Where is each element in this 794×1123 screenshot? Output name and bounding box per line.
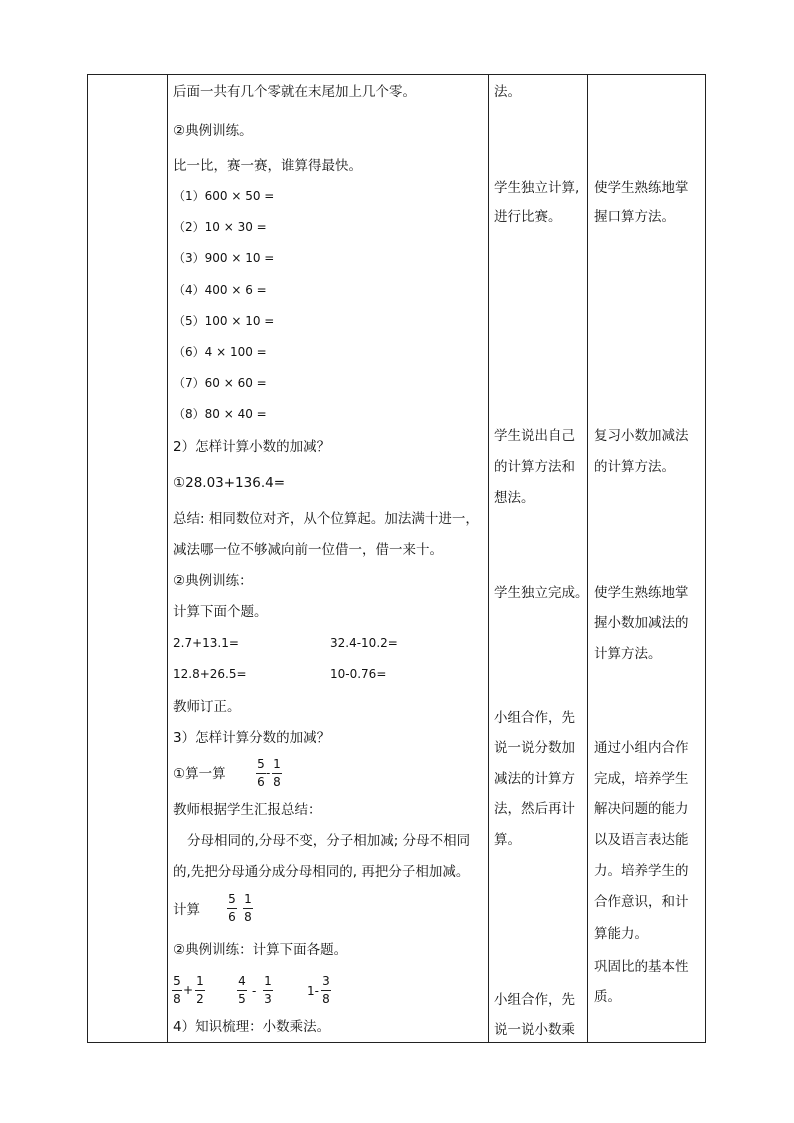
fraction-denominator: 2	[196, 992, 204, 1006]
fraction-bar	[243, 908, 253, 909]
fraction-denominator: 8	[273, 775, 281, 789]
fraction-numerator: 5	[257, 757, 265, 771]
fraction-bar	[321, 990, 331, 991]
text-line: 的计算方法。	[594, 459, 675, 475]
exercise-line: 12.8+26.5=	[173, 667, 247, 681]
exercise-line: （3）900 × 10 =	[173, 251, 275, 265]
text-line: ①28.03+136.4=	[173, 475, 286, 491]
text-line: 算能力。	[594, 926, 648, 942]
exercise-line: （4）400 × 6 =	[173, 283, 267, 297]
text-line: 握口算方法。	[594, 209, 675, 225]
text-line: 力。培养学生的	[594, 863, 689, 879]
text-line: 法。	[494, 84, 521, 100]
text-line: 法，然后再计	[494, 801, 575, 817]
fraction-numerator: 1	[244, 892, 252, 906]
text-line: 2）怎样计算小数的加减？	[173, 439, 331, 455]
exercise-line: 2.7+13.1=	[173, 636, 239, 650]
exercise-line: 32.4-10.2=	[330, 636, 398, 650]
text-line: 的计算方法和	[494, 459, 575, 475]
fraction-denominator: 6	[228, 910, 236, 924]
column-divider	[587, 74, 588, 1043]
text-line: 减法的计算方	[494, 771, 575, 787]
fraction-numerator: 3	[322, 974, 330, 988]
text-line: ②典例训练：计算下面各题。	[173, 942, 348, 958]
fraction-denominator: 8	[322, 992, 330, 1006]
text-line: 计算	[173, 902, 200, 918]
fraction-bar	[256, 773, 266, 774]
text-line: 使学生熟练地掌	[594, 585, 689, 601]
text-line: 后面一共有几个零就在末尾加上几个零。	[173, 84, 416, 100]
text-line: 进行比赛。	[494, 209, 562, 225]
text-line: 减法哪一位不够减向前一位借一，借一来十。	[173, 542, 443, 558]
exercise-line: （5）100 × 10 =	[173, 314, 275, 328]
text-line: 小组合作，先	[494, 992, 575, 1008]
text-line: 学生独立计算,	[494, 180, 580, 196]
operator: 1-	[307, 984, 319, 998]
text-line: 说一说小数乘	[494, 1022, 575, 1038]
text-line: 通过小组内合作	[594, 740, 689, 756]
fraction-numerator: 1	[273, 757, 281, 771]
fraction-denominator: 3	[264, 992, 272, 1006]
column-divider	[488, 74, 489, 1043]
text-line: 算。	[494, 832, 521, 848]
text-line: 4）知识梳理：小数乘法。	[173, 1019, 331, 1035]
fraction-numerator: 5	[173, 974, 181, 988]
text-line: 分母相同的,分母不变，分子相加减; 分母不相同	[187, 833, 471, 849]
fraction-denominator: 5	[238, 992, 246, 1006]
text-line: 想法。	[494, 490, 535, 506]
text-line: ②典例训练。	[173, 123, 253, 139]
fraction-numerator: 4	[238, 974, 246, 988]
text-line: 总结: 相同数位对齐，从个位算起。加法满十进一，	[173, 511, 479, 527]
text-line: 以及语言表达能	[594, 832, 689, 848]
fraction-numerator: 1	[196, 974, 204, 988]
fraction-denominator: 6	[257, 775, 265, 789]
fraction-numerator: 1	[264, 974, 272, 988]
fraction-bar	[263, 990, 273, 991]
exercise-line: （7）60 × 60 =	[173, 376, 267, 390]
text-line: 说一说分数加	[494, 740, 575, 756]
text-line: 学生独立完成。	[494, 585, 589, 601]
text-line: 使学生熟练地掌	[594, 180, 689, 196]
operator: -	[252, 984, 257, 998]
text-line: 质。	[594, 989, 621, 1005]
text-line: 教师根据学生汇报总结：	[173, 802, 322, 818]
text-line: 教师订正。	[173, 699, 241, 715]
column-divider	[167, 74, 168, 1043]
exercise-line: （1）600 × 50 =	[173, 189, 275, 203]
fraction-bar	[272, 773, 282, 774]
fraction-numerator: 5	[228, 892, 236, 906]
exercise-line: （2）10 × 30 =	[173, 220, 267, 234]
exercise-line: 10-0.76=	[330, 667, 387, 681]
exercise-line: （6）4 × 100 =	[173, 345, 267, 359]
text-line: 计算下面个题。	[173, 604, 268, 620]
operator: -	[266, 766, 271, 780]
text-line: 3）怎样计算分数的加减？	[173, 730, 331, 746]
fraction-bar	[172, 990, 182, 991]
fraction-bar	[227, 908, 237, 909]
text-line: 学生说出自己	[494, 428, 575, 444]
fraction-bar	[237, 990, 247, 991]
fraction-bar	[195, 990, 205, 991]
text-line: 合作意识，和计	[594, 894, 689, 910]
fraction-denominator: 8	[244, 910, 252, 924]
fraction-denominator: 8	[173, 992, 181, 1006]
text-line: 复习小数加减法	[594, 428, 689, 444]
exercise-line: （8）80 × 40 =	[173, 407, 267, 421]
text-line: 小组合作，先	[494, 710, 575, 726]
text-line: ②典例训练：	[173, 573, 253, 589]
text-line: 计算方法。	[594, 646, 662, 662]
operator: +	[183, 983, 194, 997]
text-line: 解决问题的能力	[594, 801, 689, 817]
text-line: 的,先把分母通分成分母相同的, 再把分子相加减。	[173, 864, 470, 880]
text-line: 巩固比的基本性	[594, 959, 689, 975]
text-line: 比一比，赛一赛，谁算得最快。	[173, 158, 362, 174]
text-line: ①算一算	[173, 766, 226, 782]
text-line: 完成，培养学生	[594, 771, 689, 787]
text-line: 握小数加减法的	[594, 615, 689, 631]
